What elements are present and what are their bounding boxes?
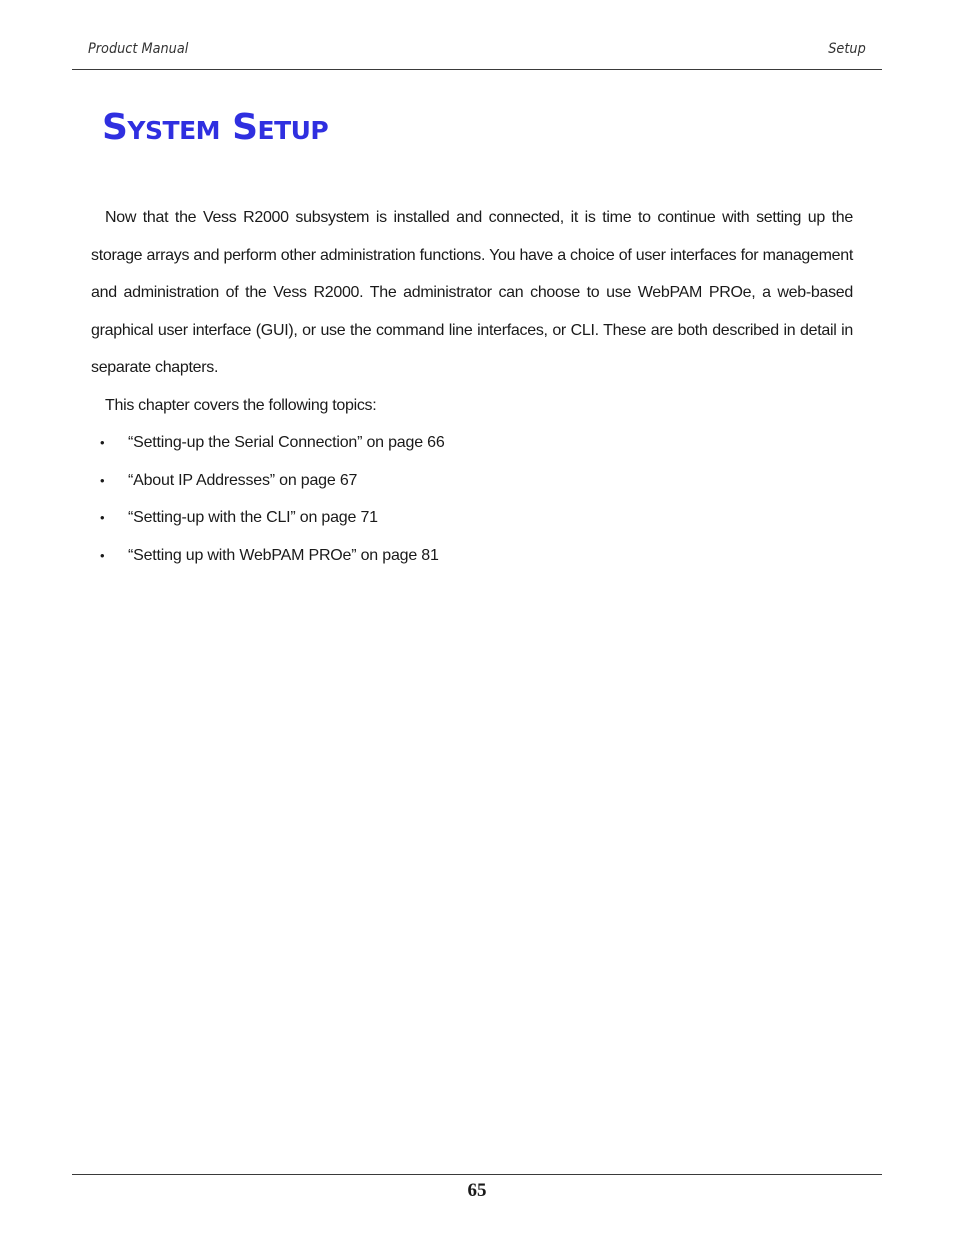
bullet-icon: • <box>100 547 105 563</box>
topic-item[interactable] <box>96 424 445 462</box>
topic-item[interactable] <box>96 462 445 500</box>
bullet-icon: • <box>100 472 105 488</box>
topic-item[interactable] <box>96 537 445 575</box>
page-number: 65 <box>467 1180 487 1201</box>
topics-intro: This chapter covers the following topics: <box>105 397 377 414</box>
topic-link[interactable]: “Setting-up the Serial Connection” on page 66 <box>128 434 445 451</box>
topic-link[interactable]: “About IP Addresses” on page 67 <box>128 471 358 489</box>
topics-list <box>96 424 445 574</box>
intro-paragraph <box>91 199 853 387</box>
topic-link[interactable]: “Setting up with WebPAM PROe” on page 81 <box>128 546 439 564</box>
header-manual-title: Product Manual <box>88 41 189 57</box>
topic-item[interactable] <box>96 499 445 537</box>
bullet-icon: • <box>100 435 105 450</box>
header-section-title: Setup <box>828 41 866 57</box>
intro-text: Now that the Vess R2000 subsystem is installed and connected, it is time to continue with setting up the storage arrays and perform other administration functions. You have a choice of user interfaces for management and administration of the Vess R2000. The administrator can choose to use WebPAM PROe, a web-based graphical user interface (GUI), or use the command line interfaces, or CLI. These are both described in detail in separate chapters. <box>91 209 853 376</box>
footer-divider <box>72 1174 882 1175</box>
bullet-icon: • <box>100 510 105 525</box>
chapter-title: System Setup <box>102 107 329 148</box>
page-header <box>72 38 882 70</box>
topic-link[interactable]: “Setting-up with the CLI” on page 71 <box>128 509 378 526</box>
